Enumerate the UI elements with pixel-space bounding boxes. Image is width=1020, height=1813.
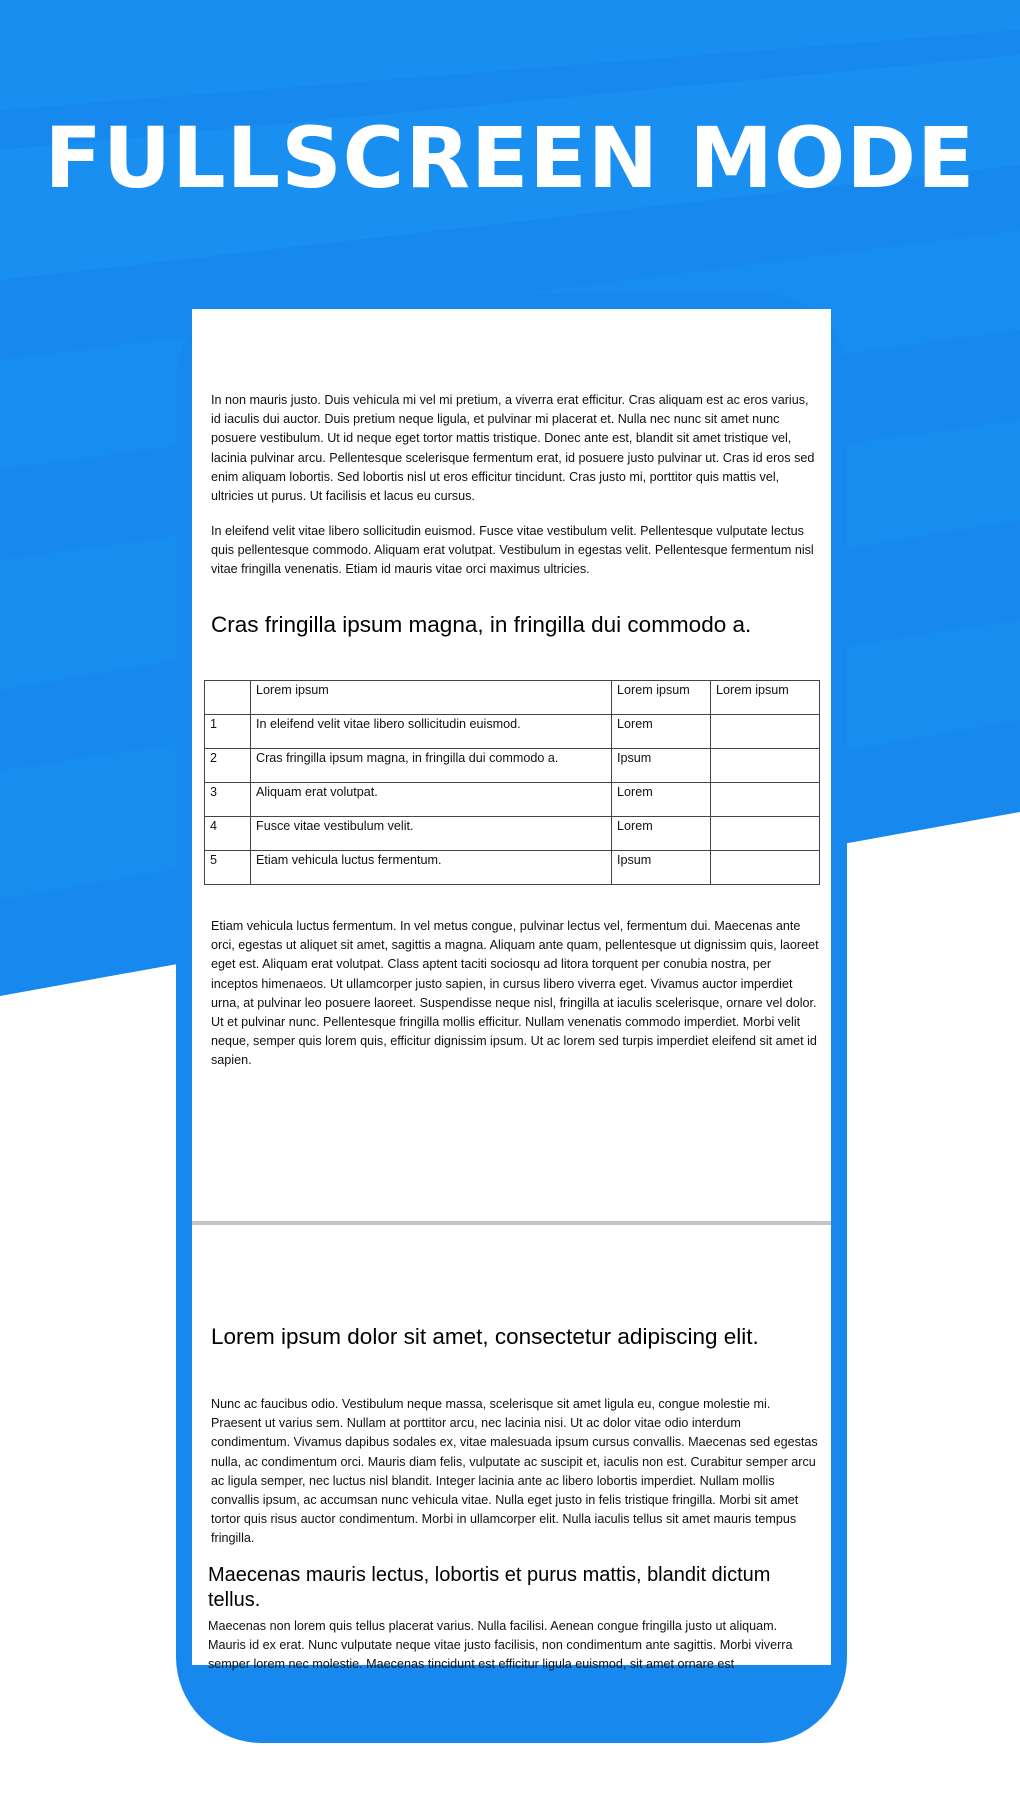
table-header-cell: Lorem ipsum [711, 681, 820, 715]
section-heading: Lorem ipsum dolor sit amet, consectetur adipiscing elit. [211, 1324, 759, 1349]
data-table [204, 680, 820, 885]
table-cell: 5 [205, 851, 251, 885]
table-row [205, 783, 820, 817]
document-page-1 [192, 309, 831, 1221]
table-cell: In eleifend velit vitae libero sollicitudin euismod. [251, 715, 612, 749]
paragraph: In eleifend velit vitae libero sollicitudin euismod. Fusce vitae vestibulum velit. Pellentesque vulputate lectus quis pellentesque commodo. Aliquam erat volutpat. Vestibulum in egestas velit. Pellentesque fermentum nisl vitae fringilla venenatis. Etiam id mauris vitae orci maximus ultricies. [211, 524, 814, 577]
paragraph: Maecenas non lorem quis tellus placerat varius. Nulla facilisi. Aenean congue fringilla justo ut aliquam. Mauris id ex erat. Nunc vulputate neque vitae justo facilisis, non condimentum ante sagittis. Morbi viverra semper lorem nec molestie. Maecenas tincidunt est efficitur ligula euismod, sit amet ornare est [208, 1619, 793, 1672]
table-cell: Cras fringilla ipsum magna, in fringilla dui commodo a. [251, 749, 612, 783]
paragraph: In non mauris justo. Duis vehicula mi vel mi pretium, a viverra erat efficitur. Cras aliquam est ac eros varius, id iaculis dui auctor. Duis pretium neque ligula, et pulvinar mi placerat et. Nulla nec nunc sit amet nunc posuere vestibulum. Ut id neque eget tortor mattis tristique. Donec ante est, blandit sit amet tristique vel, lacinia pulvinar arcu. Pellentesque scelerisque fermentum erat, id posuere justo pulvinar ut. Cras id eros sed enim aliquam lobortis. Sed lobortis nisl ut eros efficitur tincidunt. Cras justo mi, porttitor quis mattis vel, ultricies ut purus. Ut facilisis et lacus eu cursus. [211, 393, 815, 504]
document-viewer[interactable] [192, 309, 831, 1672]
table-cell [711, 851, 820, 885]
paragraph: Nunc ac faucibus odio. Vestibulum neque massa, scelerisque sit amet ligula eu, congue molestie mi. Praesent ut varius sem. Nullam at porttitor arcu, nec lacinia nisi. Ut ac dolor vitae odio interdum condimentum. Vivamus dapibus sodales ex, vitae malesuada ipsum cursus convallis. Maecenas sed egestas nulla, ac condimentum orci. Mauris diam felis, vulputate ac suscipit et, iaculis non est. Curabitur semper arcu ac ligula semper, nec luctus nisl blandit. Integer lacinia ante ac libero lobortis imperdiet. Nullam mollis convallis ipsum, ac accumsan nunc vehicula vitae. Nulla eget justo in felis tristique fringilla. Morbi sit amet tortor quis risus auctor condimentum. Morbi in ullamcorper elit. Nulla iaculis tellus sit amet mauris tempus fringilla. [211, 1397, 818, 1546]
table-row [205, 749, 820, 783]
table-cell: 2 [205, 749, 251, 783]
table-cell: Aliquam erat volutpat. [251, 783, 612, 817]
table-cell [711, 715, 820, 749]
table-cell [711, 783, 820, 817]
table-row [205, 817, 820, 851]
subsection-heading: Maecenas mauris lectus, lobortis et purus mattis, blandit dictum tellus. [208, 1564, 771, 1611]
headline: FULLSCREEN MODE [44, 109, 976, 207]
table-cell: Ipsum [612, 851, 711, 885]
table-cell: 4 [205, 817, 251, 851]
table-header-cell: Lorem ipsum [612, 681, 711, 715]
phone-frame [176, 293, 847, 1743]
table-cell: Lorem [612, 715, 711, 749]
table-cell: 3 [205, 783, 251, 817]
table-header-cell: Lorem ipsum [251, 681, 612, 715]
document-page-2 [192, 1225, 831, 1672]
table-header-row [205, 681, 820, 715]
table-cell: Etiam vehicula luctus fermentum. [251, 851, 612, 885]
table-cell: Ipsum [612, 749, 711, 783]
table-row [205, 715, 820, 749]
paragraph: Etiam vehicula luctus fermentum. In vel metus congue, pulvinar lectus vel, fermentum dui. Maecenas ante orci, egestas ut aliquet sit amet, sagittis a magna. Aliquam ante quam, pellentesque ut dignissim quis, laoreet eget est. Aliquam erat volutpat. Class aptent taciti sociosqu ad litora torquent per conubia nostra, per inceptos himenaeos. Ut ullamcorper justo sapien, in cursus libero viverra eget. Vivamus auctor imperdiet urna, at pulvinar leo posuere laoreet. Suspendisse neque nisl, fringilla at iaculis scelerisque, ornare vel dolor. Ut et pulvinar nunc. Pellentesque fringilla mollis efficitur. Nullam venenatis commodo imperdiet. Morbi velit neque, semper quis lorem quis, efficitur dignissim ipsum. Ut ac lorem sed turpis imperdiet eleifend sit amet id sapien. [211, 919, 819, 1068]
table-cell [711, 749, 820, 783]
table-cell: Lorem [612, 783, 711, 817]
table-cell: Lorem [612, 817, 711, 851]
table-row [205, 851, 820, 885]
section-heading: Cras fringilla ipsum magna, in fringilla dui commodo a. [211, 612, 752, 637]
table-cell: Fusce vitae vestibulum velit. [251, 817, 612, 851]
table-header-cell [205, 681, 251, 715]
table-cell [711, 817, 820, 851]
table-cell: 1 [205, 715, 251, 749]
